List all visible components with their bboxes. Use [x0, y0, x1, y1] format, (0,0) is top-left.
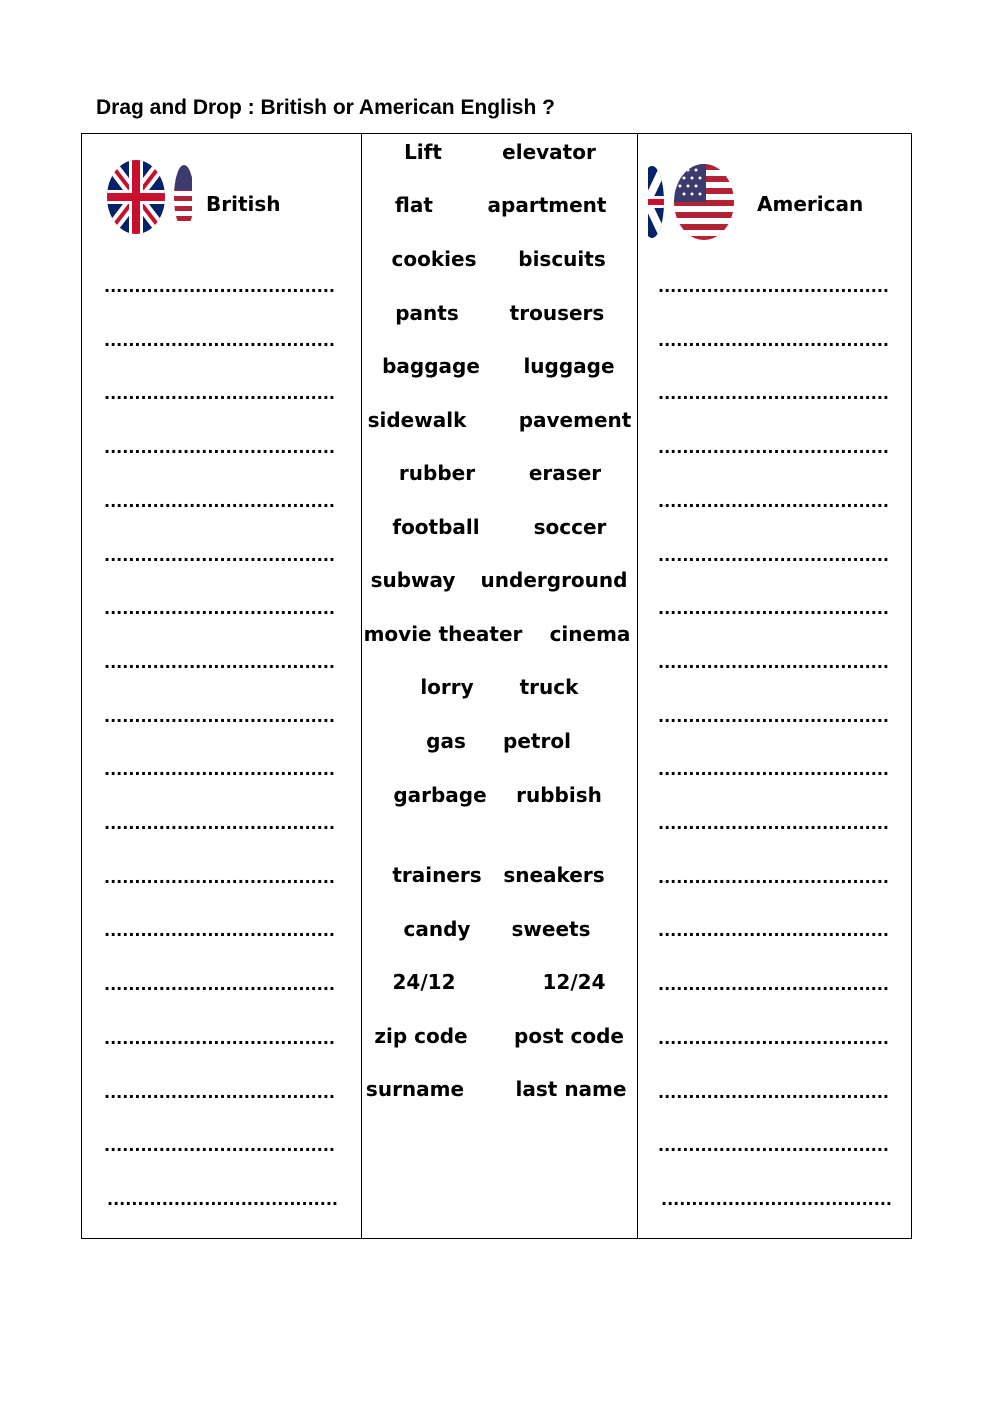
word-card[interactable]: sneakers [503, 863, 605, 887]
word-card[interactable]: elevator [502, 140, 596, 164]
american-blank-slot[interactable]: ...................................... [661, 1189, 892, 1209]
british-column-label: British [206, 192, 281, 216]
column-divider-left [361, 134, 362, 1238]
word-card[interactable]: flat [395, 193, 433, 217]
american-blank-slot[interactable]: ...................................... [658, 760, 889, 780]
word-card[interactable]: rubbish [516, 783, 602, 807]
word-card[interactable]: soccer [533, 515, 607, 539]
word-card[interactable]: surname [365, 1077, 465, 1101]
british-blank-slot[interactable]: ...................................... [104, 545, 335, 565]
american-blank-slot[interactable]: ...................................... [658, 384, 889, 404]
american-blank-slot[interactable]: ...................................... [658, 975, 889, 995]
british-blank-slot[interactable]: ...................................... [104, 760, 335, 780]
british-blank-slot[interactable]: ...................................... [104, 814, 335, 833]
british-blank-slot[interactable]: ...................................... [104, 1082, 335, 1102]
word-card[interactable]: last name [515, 1077, 627, 1101]
word-card[interactable]: trainers [392, 863, 482, 887]
uk-flag-icon [106, 158, 192, 236]
british-blank-slot[interactable]: ...................................... [104, 330, 335, 350]
british-blank-slot[interactable]: ...................................... [104, 384, 335, 404]
british-blank-slot[interactable]: ...................................... [104, 277, 335, 296]
page-title: Drag and Drop : British or American English ? [96, 96, 555, 119]
word-card[interactable]: cinema [549, 622, 631, 646]
british-blank-slot[interactable]: ...................................... [104, 706, 335, 726]
word-card[interactable]: movie theater [363, 622, 523, 646]
american-blank-slot[interactable]: ...................................... [658, 1136, 889, 1156]
british-blank-slot[interactable]: ...................................... [104, 438, 335, 458]
american-blank-slot[interactable]: ...................................... [658, 491, 889, 511]
word-card[interactable]: 12/24 [542, 970, 606, 994]
american-blank-slot[interactable]: ...................................... [658, 652, 889, 672]
word-card[interactable]: football [392, 515, 480, 539]
word-card[interactable]: underground [480, 568, 628, 592]
word-card[interactable]: 24/12 [392, 970, 456, 994]
us-flag-icon [648, 162, 738, 242]
american-blank-slot[interactable]: ...................................... [658, 438, 889, 458]
american-blank-slot[interactable]: ...................................... [658, 599, 889, 619]
word-card[interactable]: petrol [503, 729, 571, 753]
word-card[interactable]: rubber [398, 461, 476, 485]
word-card[interactable]: pavement [518, 408, 632, 432]
american-blank-slot[interactable]: ...................................... [658, 330, 889, 350]
american-blank-slot[interactable]: ...................................... [658, 706, 889, 726]
word-card[interactable]: sweets [511, 917, 591, 941]
american-blank-slot[interactable]: ...................................... [658, 277, 889, 296]
british-blank-slot[interactable]: ...................................... [104, 975, 335, 995]
british-blank-slot[interactable]: ...................................... [104, 599, 335, 619]
american-blank-slot[interactable]: ...................................... [658, 1082, 889, 1102]
word-card[interactable]: zip code [374, 1024, 468, 1048]
word-card[interactable]: gas [426, 729, 466, 753]
british-blank-slot[interactable]: ...................................... [104, 867, 335, 887]
british-blank-slot[interactable]: ...................................... [104, 921, 335, 941]
word-card[interactable]: baggage [382, 354, 480, 378]
column-divider-right [637, 134, 638, 1238]
american-blank-slot[interactable]: ...................................... [658, 814, 889, 833]
word-card[interactable]: post code [514, 1024, 624, 1048]
american-column-label: American [757, 192, 864, 216]
word-card[interactable]: candy [403, 917, 471, 941]
word-card[interactable]: subway [370, 568, 456, 592]
word-card[interactable]: luggage [523, 354, 615, 378]
word-card[interactable]: cookies [391, 247, 477, 271]
word-card[interactable]: truck [519, 675, 579, 699]
american-blank-slot[interactable]: ...................................... [658, 921, 889, 941]
british-blank-slot[interactable]: ...................................... [104, 491, 335, 511]
sorting-table [81, 133, 912, 1239]
word-card[interactable]: sidewalk [367, 408, 467, 432]
word-card[interactable]: pants [395, 301, 459, 325]
word-card[interactable]: eraser [528, 461, 602, 485]
word-card[interactable]: trousers [509, 301, 605, 325]
word-card[interactable]: biscuits [518, 247, 606, 271]
american-blank-slot[interactable]: ...................................... [658, 545, 889, 565]
british-blank-slot[interactable]: ...................................... [104, 1136, 335, 1156]
word-card[interactable]: apartment [487, 193, 607, 217]
word-card[interactable]: lorry [420, 675, 474, 699]
american-blank-slot[interactable]: ...................................... [658, 867, 889, 887]
word-card[interactable]: Lift [404, 140, 442, 164]
british-blank-slot[interactable]: ...................................... [107, 1189, 338, 1209]
word-card[interactable]: garbage [393, 783, 487, 807]
american-blank-slot[interactable]: ...................................... [658, 1028, 889, 1048]
british-blank-slot[interactable]: ...................................... [104, 1028, 335, 1048]
british-blank-slot[interactable]: ...................................... [104, 652, 335, 672]
